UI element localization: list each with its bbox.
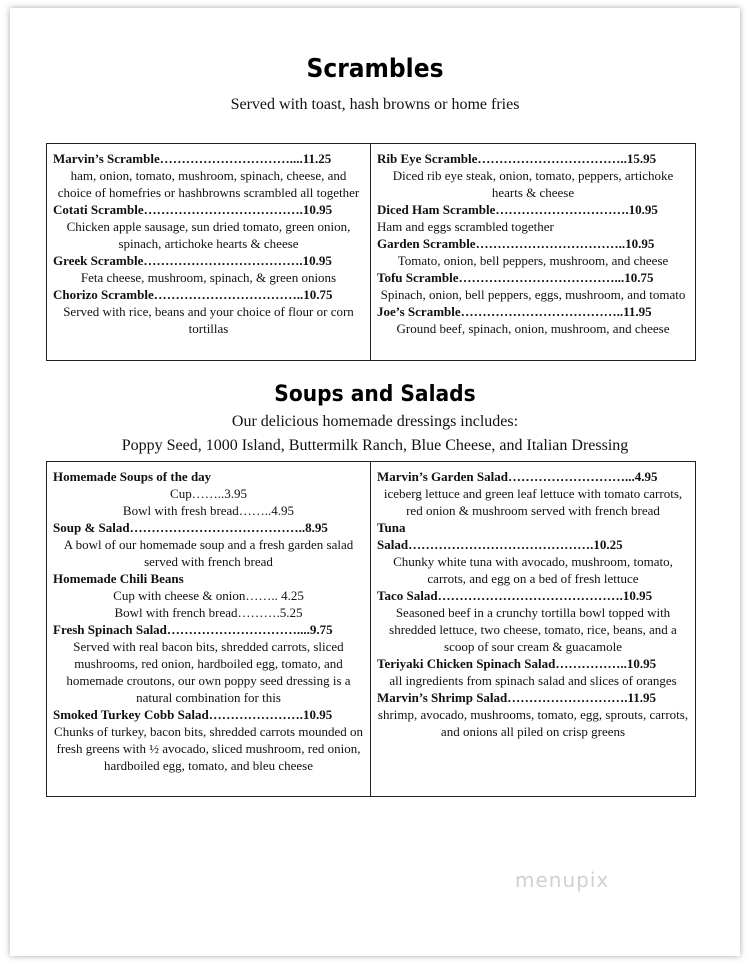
item-title: Greek Scramble……………………………….10.95: [53, 253, 332, 268]
menu-item: [377, 303, 689, 337]
item-description: shrimp, avocado, mushrooms, tomato, egg, sprouts, carrots, and onions all piled on crisp greens: [377, 707, 689, 739]
item-title: Chorizo Scramble……………………………..10.75: [53, 287, 333, 302]
item-title: Tofu Scramble………………………………...10.75: [377, 270, 654, 285]
item-title: Tuna Salad…………………………………….10.25: [377, 520, 623, 552]
item-description: Served with real bacon bits, shredded carrots, sliced mushrooms, red onion, hardboiled egg, tomato, and homemade croutons, our own poppy seed dressing is a natural combination for this: [66, 639, 351, 705]
item-description: Served with rice, beans and your choice of flour or corn tortillas: [63, 304, 354, 336]
menu-item: [53, 468, 364, 519]
soups-left-column: [47, 462, 371, 796]
section-title-soups: Soups and Salads: [274, 382, 476, 407]
item-title: Taco Salad…………………………………….10.95: [377, 588, 653, 603]
item-title: Marvin’s Scramble…………………………....11.25: [53, 151, 332, 166]
menu-item: [377, 587, 689, 655]
menu-item: [377, 468, 689, 519]
watermark-logo: menupix: [515, 868, 610, 892]
menu-item: [377, 689, 689, 740]
item-description: ham, onion, tomato, mushroom, spinach, cheese, and choice of homefries or hashbrowns scrambled all together: [57, 168, 360, 200]
scrambles-subtitle: Served with toast, hash browns or home fries: [230, 96, 520, 113]
item-title: Homemade Soups of the day: [53, 469, 212, 484]
item-description: Cup with cheese & onion…….. 4.25 Bowl with french bread……….5.25: [113, 588, 304, 620]
item-title: Joe’s Scramble………………………………..11.95: [377, 304, 652, 319]
menu-item: [377, 201, 689, 235]
item-description: Chunky white tuna with avocado, mushroom, tomato, carrots, and egg on a bed of fresh lettuce: [393, 554, 673, 586]
item-description: Diced rib eye steak, onion, tomato, peppers, artichoke hearts & cheese: [392, 168, 674, 200]
item-title: Homemade Chili Beans: [53, 571, 184, 586]
item-title: Marvin’s Shrimp Salad……………………….11.95: [377, 690, 657, 705]
item-title: Rib Eye Scramble……………………………..15.95: [377, 151, 657, 166]
item-description: iceberg lettuce and green leaf lettuce with tomato carrots, red onion & mushroom served with french bread: [383, 486, 683, 518]
item-title: Soup & Salad…………………………………..8.95: [53, 520, 328, 535]
item-description: A bowl of our homemade soup and a fresh garden salad served with french bread: [63, 537, 354, 569]
menu-item: [53, 150, 364, 201]
menu-item: [53, 252, 364, 286]
item-description: Chicken apple sausage, sun dried tomato, green onion, spinach, artichoke hearts & cheese: [66, 219, 351, 251]
menu-item: [377, 269, 689, 303]
item-title: Cotati Scramble……………………………….10.95: [53, 202, 333, 217]
menu-item: [377, 235, 689, 269]
section-title-scrambles: Scrambles: [306, 54, 444, 84]
menu-item: [53, 706, 364, 774]
item-description: Seasoned beef in a crunchy tortilla bowl topped with shredded lettuce, two cheese, tomato, rice, beans, and a scoop of sour cream & guacamole: [389, 605, 677, 654]
menu-item: [53, 286, 364, 337]
item-description: Spinach, onion, bell peppers, eggs, mushroom, and tomato: [380, 287, 686, 302]
item-description: Cup……..3.95 Bowl with fresh bread……..4.95: [122, 486, 295, 518]
scrambles-left-column: [47, 144, 371, 360]
menu-item: [377, 150, 689, 201]
item-description: all ingredients from spinach salad and slices of oranges: [389, 673, 677, 688]
item-description: Feta cheese, mushroom, spinach, & green onions: [80, 270, 337, 285]
item-description: Tomato, onion, bell peppers, mushroom, and cheese: [397, 253, 669, 268]
item-title: Diced Ham Scramble………………………….10.95: [377, 202, 658, 217]
soups-right-column: [371, 462, 695, 796]
menu-item: [53, 570, 364, 621]
item-title: Smoked Turkey Cobb Salad………………….10.95: [53, 707, 333, 722]
scrambles-right-column: [371, 144, 695, 360]
item-description: Ground beef, spinach, onion, mushroom, and cheese: [396, 321, 670, 336]
dressings-list: Poppy Seed, 1000 Island, Buttermilk Ranch, Blue Cheese, and Italian Dressing: [121, 437, 629, 454]
soups-table: [46, 461, 696, 797]
item-title: Teriyaki Chicken Spinach Salad……………..10.95: [377, 656, 657, 671]
item-title: Marvin’s Garden Salad………………………...4.95: [377, 469, 658, 484]
menu-item: [377, 655, 689, 689]
item-description: Chunks of turkey, bacon bits, shredded carrots mounded on fresh greens with ½ avocado, sliced mushroom, red onion, hardboiled egg, tomato, and bleu cheese: [54, 724, 363, 773]
scrambles-table: [46, 143, 696, 361]
item-title: Garden Scramble……………………………..10.95: [377, 236, 655, 251]
soups-subtitle: Our delicious homemade dressings includes:: [231, 413, 519, 430]
menu-item: [53, 519, 364, 570]
menu-item: [53, 201, 364, 252]
menu-item: [53, 621, 364, 706]
item-description: Ham and eggs scrambled together: [377, 219, 554, 234]
menu-item: [377, 519, 689, 587]
item-title: Fresh Spinach Salad…………………………....9.75: [53, 622, 333, 637]
